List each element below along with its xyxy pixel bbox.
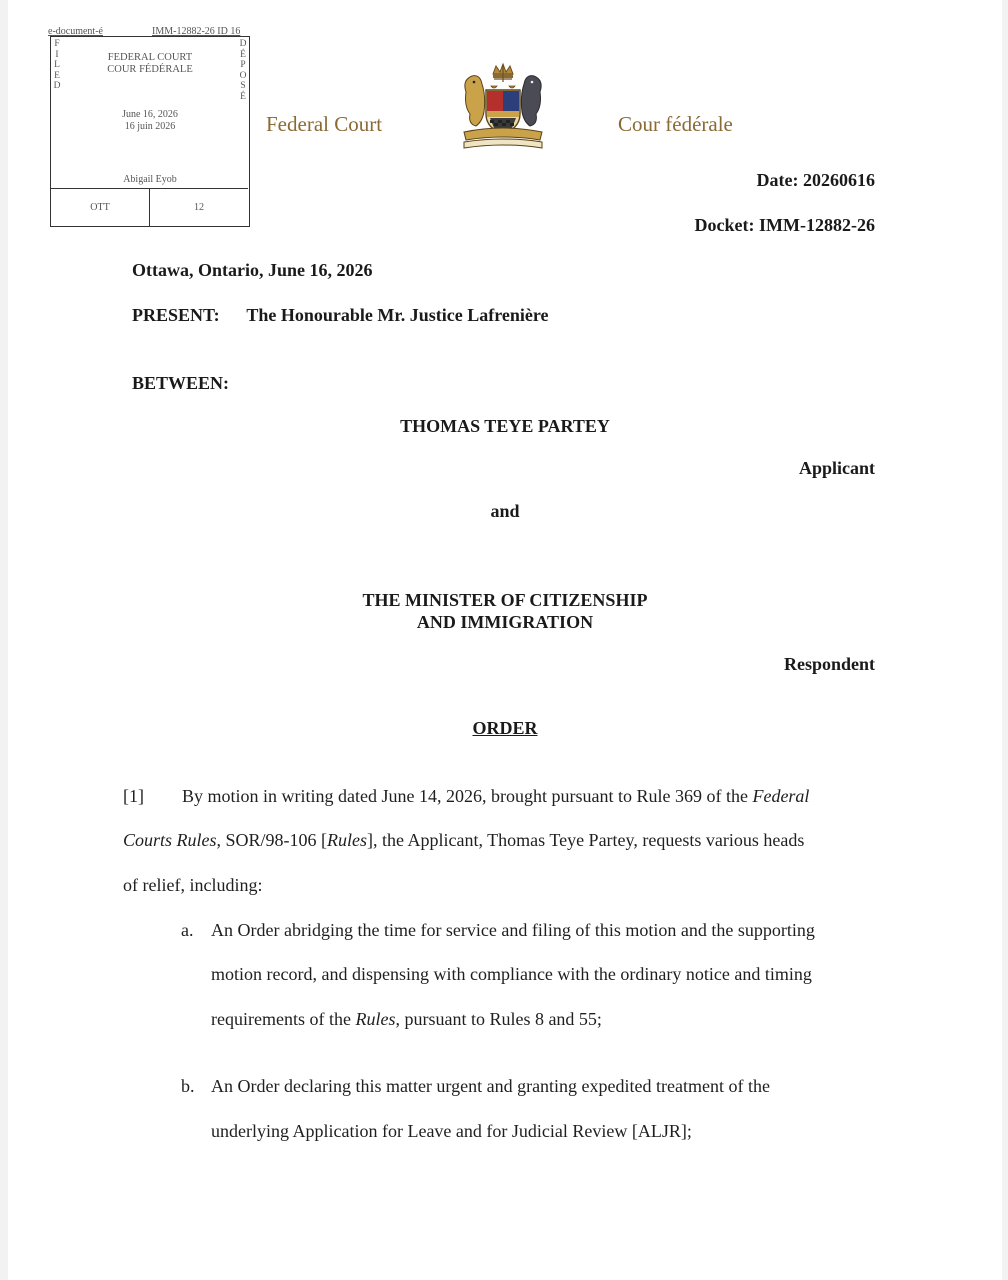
date-line: Date: 20260616 xyxy=(756,170,875,190)
list-item-b-marker: b. xyxy=(181,1076,195,1096)
stamp-office: OTT xyxy=(51,189,150,226)
stamp-filed-letters: F I L E D xyxy=(53,39,61,91)
between-label: BETWEEN: xyxy=(132,373,230,393)
stamp-court-fr: COUR FÉDÉRALE xyxy=(107,64,193,75)
stamp-court-names xyxy=(51,52,249,76)
respondent-role: Respondent xyxy=(783,654,875,674)
paragraph-1-line-3: of relief, including: xyxy=(123,875,263,895)
applicant-role: Applicant xyxy=(798,458,875,478)
respondent-name-line-2: AND IMMIGRATION xyxy=(416,612,594,632)
present-judge: The Honourable Mr. Justice Lafrenière xyxy=(246,305,549,325)
list-item-a-line-1: An Order abridging the time for service and filing of this motion and the supporting xyxy=(211,920,815,940)
paragraph-1-line-1: By motion in writing dated June 14, 2026, brought pursuant to Rule 369 of the Federal xyxy=(182,786,810,806)
paragraph-1-line-2: Courts Rules, SOR/98-106 [Rules], the Applicant, Thomas Teye Partey, requests various heads xyxy=(123,830,805,850)
stamp-depose-letters: D É P O S É xyxy=(239,39,247,102)
list-item-a-marker: a. xyxy=(181,920,194,940)
stamp-bottom-row xyxy=(51,188,248,226)
applicant-name: THOMAS TEYE PARTEY xyxy=(400,416,610,436)
and-label: and xyxy=(490,501,520,521)
document-page xyxy=(8,0,1002,1280)
stamp-clerk: Abigail Eyob xyxy=(123,174,177,185)
list-item-a-line-2: motion record, and dispensing with compliance with the ordinary notice and timing xyxy=(211,964,812,984)
docket-line: Docket: IMM-12882-26 xyxy=(694,215,875,235)
present-line xyxy=(132,305,549,326)
order-title: ORDER xyxy=(472,718,538,738)
stamp-date-en: June 16, 2026 xyxy=(122,109,178,120)
list-item-b-line-2: underlying Application for Leave and for Judicial Review [ALJR]; xyxy=(211,1121,692,1141)
filed-stamp xyxy=(50,36,250,227)
list-item-b-line-1: An Order declaring this matter urgent and granting expedited treatment of the xyxy=(211,1076,770,1096)
present-label: PRESENT: xyxy=(132,305,220,325)
list-item-a-line-3: requirements of the Rules, pursuant to Rules 8 and 55; xyxy=(211,1009,602,1029)
respondent-name-line-1: THE MINISTER OF CITIZENSHIP xyxy=(362,590,648,610)
paragraph-number: [1] xyxy=(123,786,144,806)
stamp-dates xyxy=(51,109,249,133)
stamp-court-en: FEDERAL COURT xyxy=(107,52,193,63)
coat-of-arms-icon xyxy=(460,62,546,150)
place-date: Ottawa, Ontario, June 16, 2026 xyxy=(132,260,373,280)
court-name-fr: Cour fédérale xyxy=(618,112,733,136)
stamp-date-fr: 16 juin 2026 xyxy=(124,121,176,132)
stamp-number: 12 xyxy=(194,202,204,213)
stamp-id: IMM-12882-26 ID 16 xyxy=(152,26,241,37)
stamp-edocument: e-document-é xyxy=(48,26,103,37)
court-name-en: Federal Court xyxy=(266,112,383,136)
